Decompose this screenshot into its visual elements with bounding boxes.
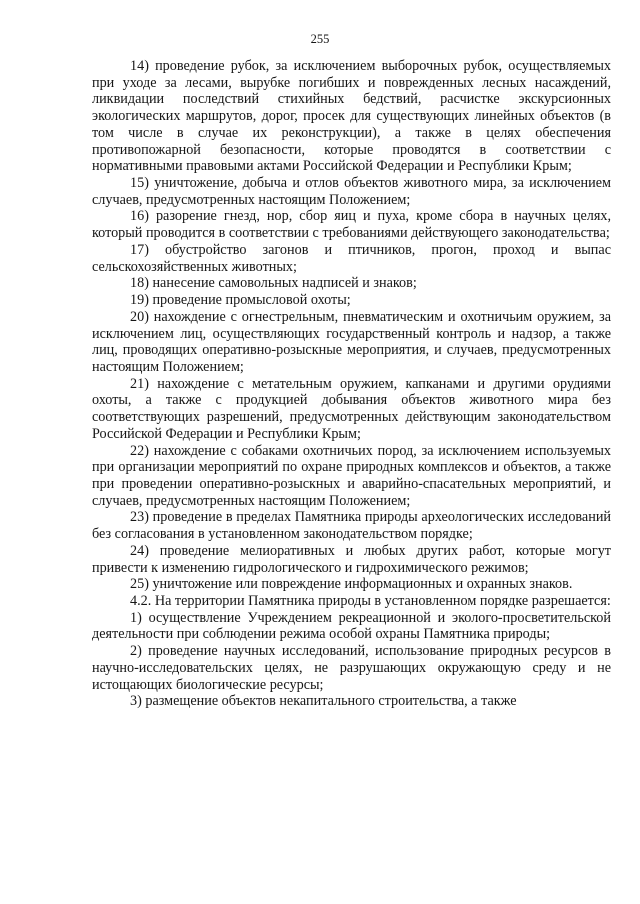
paragraph: 2) проведение научных исследований, использование природных ресурсов в научно-исследовательских целях, не разрушающих окружающую среду и не истощающих биологические ресурсы; xyxy=(92,643,611,693)
paragraph: 19) проведение промысловой охоты; xyxy=(130,292,351,309)
paragraph: 17) обустройство загонов и птичников, прогон, проход и выпас сельскохозяйственных животных; xyxy=(92,241,611,275)
paragraph: 16) разорение гнезд, нор, сбор яиц и пуха, кроме сбора в научных целях, который проводится в соответствии с требованиями действующего законодательства; xyxy=(92,208,611,242)
page-number: 255 xyxy=(310,32,330,46)
paragraph: 3) размещение объектов некапитального строительства, а также xyxy=(130,693,517,710)
paragraph: 23) проведение в пределах Памятника природы археологических исследований без согласования в установленном законодательством порядке; xyxy=(92,509,611,543)
paragraph: 1) осуществление Учреждением рекреационной и эколого-просветительской деятельности при соблюдении режима особой охраны Памятника природы; xyxy=(92,609,611,643)
paragraph: 14) проведение рубок, за исключением выборочных рубок, осуществляемых при уходе за лесами, вырубке погибших и поврежденных лесных насаждений, ликвидации последствий стихийных бедствий, расчистке экскурсионных экологических маршрутов, дорог, просек для существующих линейных объектов (в том числе в случае их реконструкции), а также в целях обеспечения противопожарной безопасности, которые проводятся в соответствии с нормативными правовыми актами Российской Федерации и Республики Крым; xyxy=(92,58,611,175)
section-paragraph: 4.2. На территории Памятника природы в установленном порядке разрешается: xyxy=(130,593,611,609)
paragraph: 22) нахождение с собаками охотничьих пород, за исключением используемых при организации мероприятий по охране природных комплексов и объектов, а также при проведении оперативно-розыскных и аварийно-спасательных мероприятий, и случаев, предусмотренных настоящим Положением; xyxy=(92,442,611,509)
paragraph: 21) нахождение с метательным оружием, капканами и другими орудиями охоты, а также с продукцией добывания объектов животного мира без соответствующих разрешений, предусмотренных действующим законодательством Российской Федерации и Республики Крым; xyxy=(92,375,611,442)
paragraph: 25) уничтожение или повреждение информационных и охранных знаков. xyxy=(130,576,573,593)
document-body xyxy=(92,58,611,710)
paragraph: 15) уничтожение, добыча и отлов объектов животного мира, за исключением случаев, предусмотренных настоящим Положением; xyxy=(92,175,611,208)
paragraph: 20) нахождение с огнестрельным, пневматическим и охотничьим оружием, за исключением лиц, осуществляющих государственный контроль и надзор, а также лиц, проводящих оперативно-розыскные мероприятия, и случаев, предусмотренных настоящим Положением; xyxy=(92,308,611,375)
paragraph: 18) нанесение самовольных надписей и знаков; xyxy=(130,275,417,292)
paragraph: 24) проведение мелиоративных и любых других работ, которые могут привести к изменению гидрологического и гидрохимического режимов; xyxy=(92,542,611,576)
